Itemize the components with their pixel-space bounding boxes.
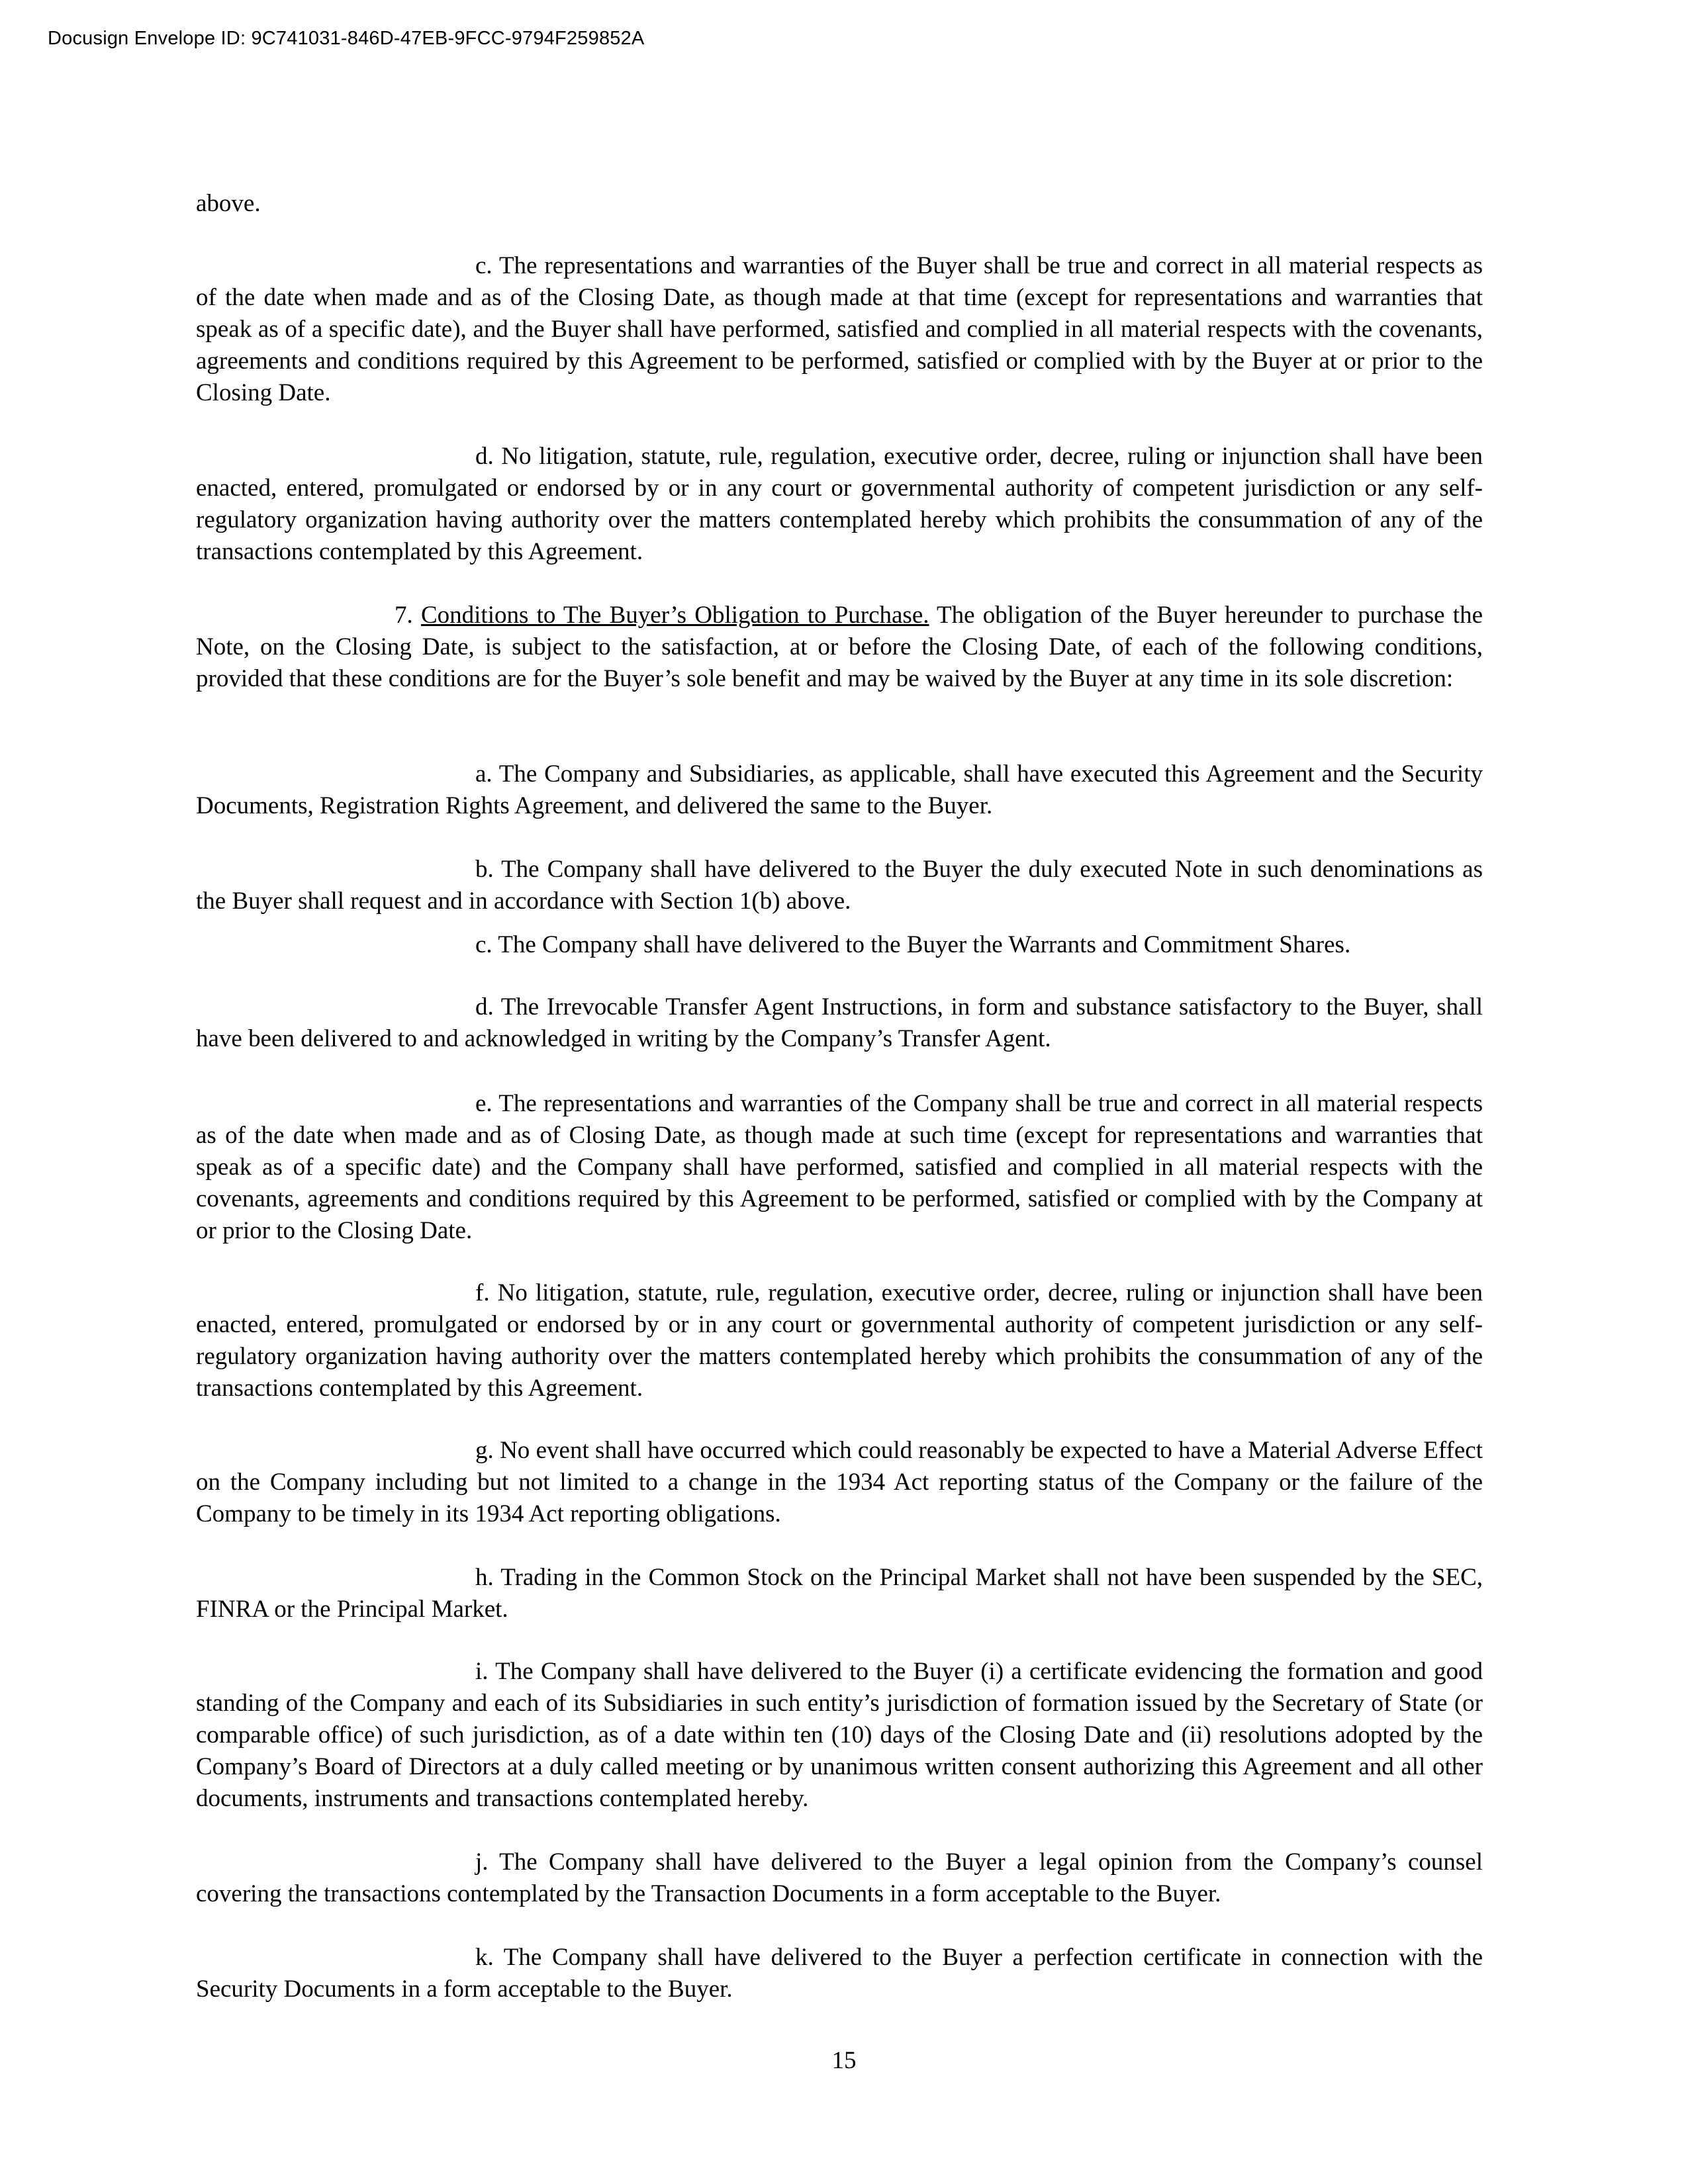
paragraph-7k: k. The Company shall have delivered to the Buyer a perfection certificate in connection with the Security Documents in a form acceptable to the Buyer.	[196, 1944, 1483, 2003]
paragraph-7i: i. The Company shall have delivered to the Buyer (i) a certificate evidencing the formation and good standing of the Company and each of its Subsidiaries in such entity’s jurisdiction of formation issued by the Secretary of State (or comparable office) of such jurisdiction, as of a date within ten (10) days of the Closing Date and (ii) resolutions adopted by the Company’s Board of Directors at a duly called meeting or by unanimous written consent authorizing this Agreement and all other documents, instruments and transactions contemplated hereby.	[196, 1658, 1483, 1812]
paragraph-6d: d. No litigation, statute, rule, regulation, executive order, decree, ruling or injunction shall have been enacted, entered, promulgated or endorsed by or in any court or governmental authority of competent jurisdiction or any self-regulatory organization having authority over the matters contemplated hereby which prohibits the consummation of any of the transactions contemplated by this Agreement.	[196, 443, 1483, 565]
paragraph-7g: g. No event shall have occurred which could reasonably be expected to have a Material Adverse Effect on the Company including but not limited to a change in the 1934 Act reporting status of the Company or the failure of the Company to be timely in its 1934 Act reporting obligations.	[196, 1437, 1483, 1527]
paragraph-6c: c. The representations and warranties of the Buyer shall be true and correct in all material respects as of the date when made and as of the Closing Date, as though made at that time (except for representations and warranties that speak as of a specific date), and the Buyer shall have performed, satisfied and complied in all material respects with the covenants, agreements and conditions required by this Agreement to be performed, satisfied or complied with by the Buyer at or prior to the Closing Date.	[196, 252, 1483, 406]
docusign-envelope-id: Docusign Envelope ID: 9C741031-846D-47EB-9FCC-9794F259852A	[48, 28, 645, 49]
section-7-heading: Conditions to The Buyer’s Obligation to Purchase.	[420, 602, 929, 629]
paragraph-7h: h. Trading in the Common Stock on the Principal Market shall not have been suspended by the SEC, FINRA or the Principal Market.	[196, 1564, 1483, 1623]
paragraph-7d: d. The Irrevocable Transfer Agent Instructions, in form and substance satisfactory to the Buyer, shall have been delivered to and acknowledged in writing by the Company’s Transfer Agent.	[196, 993, 1483, 1052]
paragraph-7a: a. The Company and Subsidiaries, as applicable, shall have executed this Agreement and the Security Documents, Registration Rights Agreement, and delivered the same to the Buyer.	[196, 760, 1483, 819]
paragraph-7f: f. No litigation, statute, rule, regulation, executive order, decree, ruling or injunction shall have been enacted, entered, promulgated or endorsed by or in any court or governmental authority of competent jurisdiction or any self-regulatory organization having authority over the matters contemplated hereby which prohibits the consummation of any of the transactions contemplated by this Agreement.	[196, 1279, 1483, 1402]
section-7-number: 7.	[395, 602, 413, 629]
continuation-paragraph	[196, 188, 1483, 220]
paragraph-7c: c. The Company shall have delivered to the Buyer the Warrants and Commitment Shares.	[475, 931, 1351, 958]
paragraph-7j: j. The Company shall have delivered to the Buyer a legal opinion from the Company’s counsel covering the transactions contemplated by the Transaction Documents in a form acceptable to the Buyer.	[196, 1848, 1483, 1907]
section-7	[196, 600, 1483, 695]
paragraph-7e: e. The representations and warranties of the Company shall be true and correct in all material respects as of the date when made and as of Closing Date, as though made at such time (except for representations and warranties that speak as of a specific date) and the Company shall have performed, satisfied and complied in all material respects with the covenants, agreements and conditions required by this Agreement to be performed, satisfied or complied with by the Company at or prior to the Closing Date.	[196, 1090, 1483, 1244]
paragraph-above: above.	[196, 190, 261, 217]
section-7-text: The obligation of the Buyer hereunder to purchase the Note, on the Closing Date, is subject to the satisfaction, at or before the Closing Date, of each of the following conditions, provided that these conditions are for the Buyer’s sole benefit and may be waived by the Buyer at any time in its sole discretion:	[196, 602, 1483, 692]
paragraph-7b: b. The Company shall have delivered to the Buyer the duly executed Note in such denominations as the Buyer shall request and in accordance with Section 1(b) above.	[196, 856, 1483, 915]
page-number: 15	[831, 2047, 857, 2074]
